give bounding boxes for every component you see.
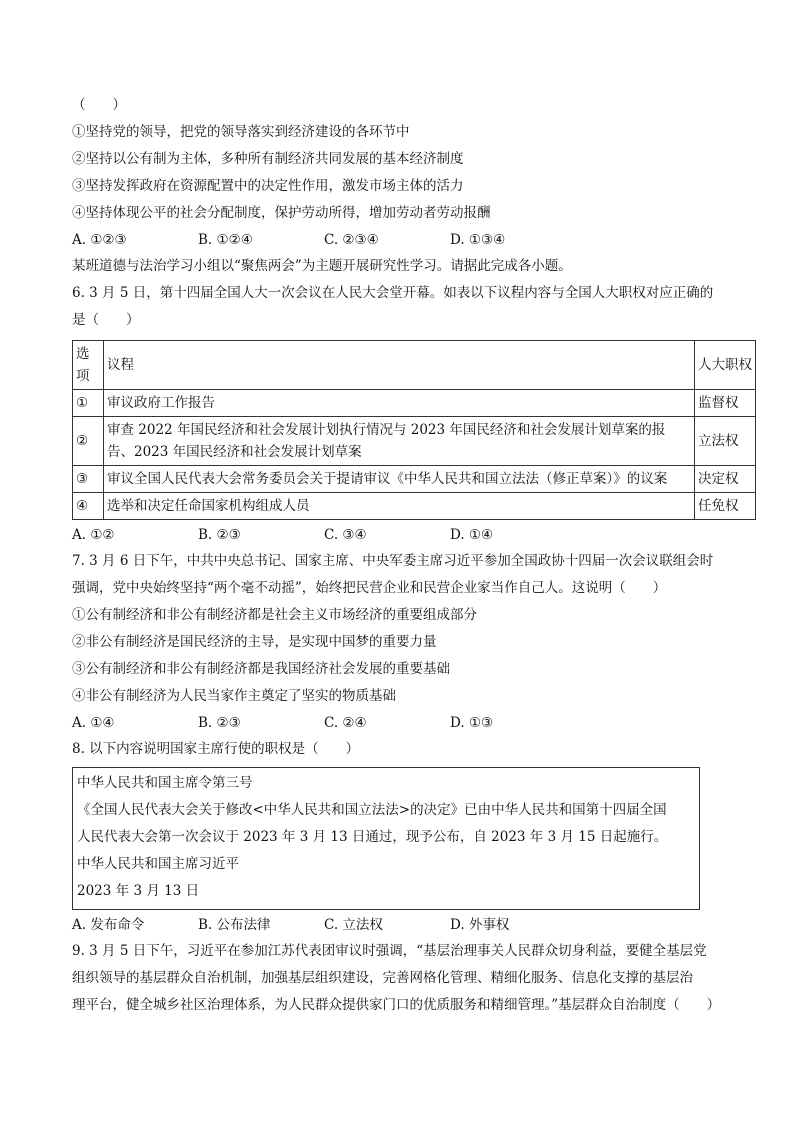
- row-power: 决定权: [695, 466, 756, 493]
- q5-option-b[interactable]: B. ①②④: [198, 232, 253, 248]
- q5-item-3: ③坚持发挥政府在资源配置中的决定性作用，激发市场主体的活力: [72, 178, 464, 194]
- q6-agenda-table: [72, 340, 756, 520]
- q6-option-a[interactable]: A. ①②: [72, 527, 115, 543]
- row-agenda: 选举和决定任命国家机构组成人员: [104, 493, 695, 520]
- q6-option-c[interactable]: C. ③④: [324, 527, 367, 543]
- q8-option-a[interactable]: A. 发布命令: [72, 917, 145, 933]
- header-agenda: 议程: [104, 341, 695, 390]
- table-row: [73, 493, 756, 520]
- exam-page: [72, 92, 758, 1019]
- decree-line: 人民代表大会第一次会议于 2023 年 3 月 13 日通过，现予公布，自 2023 年 3 月 15 日起施行。: [77, 829, 668, 845]
- q6-option-d[interactable]: D. ①④: [450, 527, 494, 543]
- q8-stem: 8. 以下内容说明国家主席行使的职权是（ ）: [72, 741, 360, 757]
- decree-line: 《全国人民代表大会关于修改<中华人民共和国立法法>的决定》已由中华人民共和国第十四届全国: [77, 802, 667, 818]
- q5-option-d[interactable]: D. ①③④: [450, 232, 506, 248]
- row-power: 任免权: [695, 493, 756, 520]
- q7-stem-line-1: 7. 3 月 6 日下午，中共中央总书记、国家主席、中央军委主席习近平参加全国政协十四届一次会议联组会时: [72, 553, 714, 569]
- q9-stem-line-1: 9. 3 月 5 日下午，习近平在参加江苏代表团审议时强调，“基层治理事关人民群众切身利益，要健全基层党: [72, 943, 707, 959]
- row-agenda: 审议全国人民代表大会常务委员会关于提请审议《中华人民共和国立法法（修正草案）》的议案: [104, 466, 695, 493]
- q9-stem-line-3: 理平台，健全城乡社区治理体系，为人民群众提供家门口的优质服务和精细管理。”基层群众自治制度（ ）: [72, 997, 721, 1013]
- q5-paren: （ ）: [72, 97, 126, 113]
- row-option: ①: [73, 390, 104, 417]
- decree-line: 中华人民共和国主席习近平: [77, 856, 239, 872]
- q7-option-b[interactable]: B. ②③: [198, 715, 241, 731]
- q7-item-3: ③公有制经济和非公有制经济都是我国经济社会发展的重要基础: [72, 661, 450, 677]
- q9-stem-line-2: 组织领导的基层群众自治机制，加强基层组织建设，完善网格化管理、精细化服务、信息化支撑的基层治: [72, 970, 693, 986]
- q7-stem-line-2: 强调，党中央始终坚持“两个毫不动摇”，始终把民营企业和民营企业家当作自己人。这说明（ ）: [72, 580, 667, 596]
- decree-line: 2023 年 3 月 13 日: [77, 883, 200, 899]
- q6-stem-line-1: 6. 3 月 5 日，第十四届全国人大一次会议在人民大会堂开幕。如表以下议程内容与全国人大职权对应正确的: [72, 285, 714, 301]
- q5-options: [72, 227, 758, 253]
- row-agenda: 审议政府工作报告: [104, 390, 695, 417]
- q7-item-1: ①公有制经济和非公有制经济都是社会主义市场经济的重要组成部分: [72, 607, 477, 623]
- section-intro: 某班道德与法治学习小组以“聚焦两会”为主题开展研究性学习。请据此完成各小题。: [72, 258, 572, 274]
- row-agenda: 审查 2022 年国民经济和社会发展计划执行情况与 2023 年国民经济和社会发展计划草案的报告、2023 年国民经济和社会发展计划草案: [104, 417, 695, 466]
- q7-options: [72, 710, 758, 736]
- q6-option-b[interactable]: B. ②③: [198, 527, 241, 543]
- q7-item-2: ②非公有制经济是国民经济的主导，是实现中国梦的重要力量: [72, 634, 437, 650]
- q8-options: [72, 912, 758, 938]
- q8-decree-box: [72, 767, 700, 910]
- q7-option-d[interactable]: D. ①③: [450, 715, 494, 731]
- table-row: [73, 417, 756, 466]
- header-option: 选项: [73, 341, 104, 390]
- q5-option-c[interactable]: C. ②③④: [324, 232, 379, 248]
- q5-option-a[interactable]: A. ①②③: [72, 232, 127, 248]
- q8-option-d[interactable]: D. 外事权: [450, 917, 510, 933]
- q5-item-4: ④坚持体现公平的社会分配制度，保护劳动所得，增加劳动者劳动报酬: [72, 205, 491, 221]
- q5-item-2: ②坚持以公有制为主体，多种所有制经济共同发展的基本经济制度: [72, 151, 464, 167]
- q7-option-a[interactable]: A. ①④: [72, 715, 115, 731]
- table-row: [73, 390, 756, 417]
- q7-item-4: ④非公有制经济为人民当家作主奠定了坚实的物质基础: [72, 688, 396, 704]
- table-row: [73, 466, 756, 493]
- q8-option-c[interactable]: C. 立法权: [324, 917, 383, 933]
- decree-line: 中华人民共和国主席令第三号: [77, 775, 253, 791]
- q5-item-1: ①坚持党的领导，把党的领导落实到经济建设的各环节中: [72, 124, 410, 140]
- q8-option-b[interactable]: B. 公布法律: [198, 917, 271, 933]
- table-header-row: [73, 341, 756, 390]
- q7-option-c[interactable]: C. ②④: [324, 715, 367, 731]
- row-option: ③: [73, 466, 104, 493]
- q6-options: [72, 522, 758, 548]
- q6-stem-line-2: 是（ ）: [72, 312, 140, 328]
- row-power: 监督权: [695, 390, 756, 417]
- row-option: ②: [73, 417, 104, 466]
- header-power: 人大职权: [695, 341, 756, 390]
- row-power: 立法权: [695, 417, 756, 466]
- row-option: ④: [73, 493, 104, 520]
